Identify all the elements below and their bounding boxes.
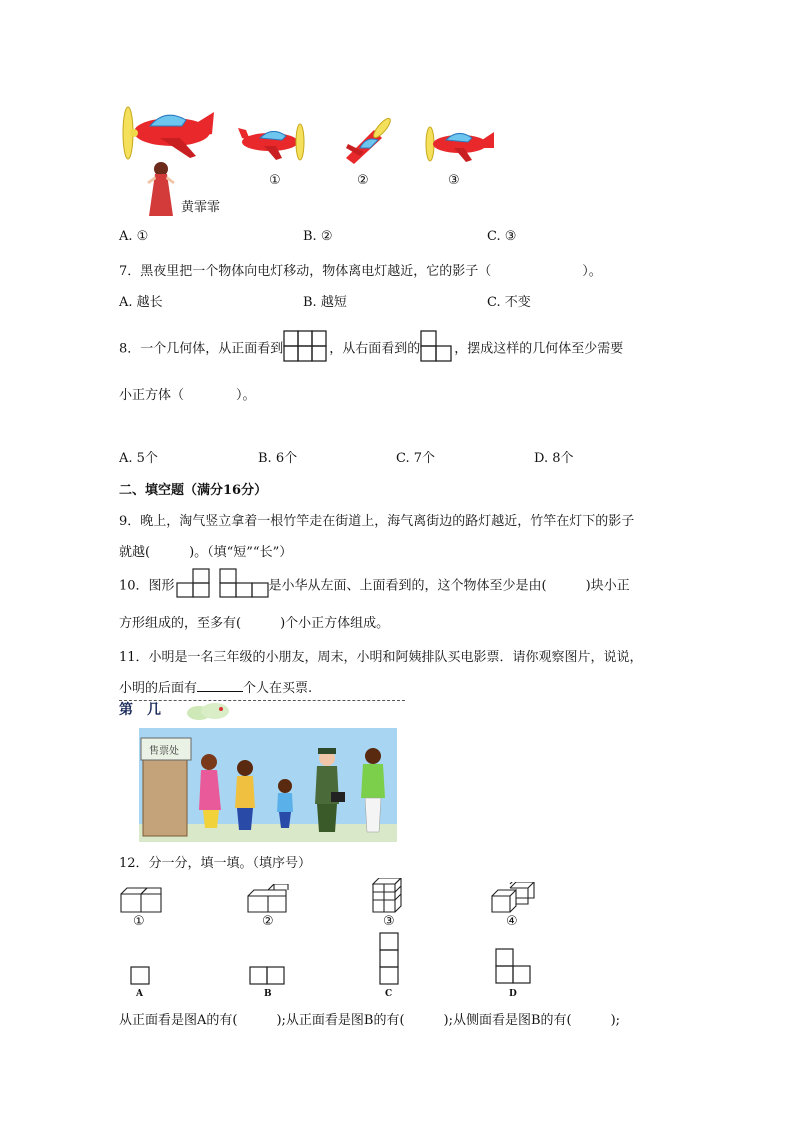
banner-title: 第 几 bbox=[119, 702, 161, 718]
q8-option-d[interactable]: D. 8个 bbox=[534, 451, 574, 466]
q10-top-view-figure bbox=[219, 568, 269, 600]
view-label-d: D bbox=[509, 989, 517, 999]
q8-question-line-1 bbox=[119, 330, 623, 366]
q8-text-front: 8．一个几何体，从正面看到 bbox=[119, 341, 284, 357]
q8-question-line-2: 小正方体（ ）。 bbox=[119, 388, 256, 403]
q7-option-c[interactable]: C. 不变 bbox=[487, 295, 531, 310]
q6-option-b[interactable]: B. ② bbox=[303, 229, 333, 244]
solid-label-1: ① bbox=[133, 914, 145, 929]
section-2-title: 二、填空题（满分16分） bbox=[119, 483, 268, 498]
q11-text-before-blank: 小明的后面有 bbox=[119, 681, 198, 696]
solid-label-2: ② bbox=[262, 914, 274, 929]
q8-text-end: ，摆成这样的几何体至少需要 bbox=[454, 341, 624, 357]
airplane-label-1: ① bbox=[269, 173, 281, 188]
view-figure-c bbox=[379, 932, 401, 986]
airplane-option-3-figure bbox=[424, 124, 496, 168]
q11-answer-blank[interactable] bbox=[197, 679, 243, 692]
q11-banner-header bbox=[119, 697, 405, 721]
view-label-b: B bbox=[264, 989, 272, 999]
q7-question: 7．黑夜里把一个物体向电灯移动，物体离电灯越近，它的影子（ ）。 bbox=[119, 264, 602, 279]
view-figure-b bbox=[249, 966, 287, 986]
solid-figure-1 bbox=[119, 884, 163, 914]
q10-prefix: 10．图形 bbox=[119, 578, 175, 594]
q8-option-b[interactable]: B. 6个 bbox=[258, 451, 298, 466]
q10-line-2: 方形组成的，至多有( )个小正方体组成。 bbox=[119, 616, 390, 631]
view-figure-d bbox=[495, 948, 533, 986]
ticket-queue-illustration bbox=[139, 728, 397, 842]
view-figure-a bbox=[130, 966, 152, 986]
airplane-label-3: ③ bbox=[448, 173, 460, 188]
q8-option-a[interactable]: A. 5个 bbox=[119, 451, 158, 466]
solid-figure-4 bbox=[490, 882, 536, 914]
booth-sign: 售票处 bbox=[149, 746, 179, 757]
airplane-label-2: ② bbox=[357, 173, 369, 188]
view-label-a: A bbox=[136, 989, 143, 999]
q12-title: 12．分一分，填一填。（填序号） bbox=[119, 856, 312, 871]
airplane-option-1-figure bbox=[236, 120, 308, 164]
q9-line-2: 就越( )。（填“短”“长”） bbox=[119, 545, 293, 560]
q10-left-view-figure bbox=[175, 568, 211, 600]
q8-front-view-figure bbox=[283, 330, 329, 364]
solid-figure-3 bbox=[371, 878, 405, 914]
q11-line-1: 11．小明是一名三年级的小朋友，周末，小明和阿姨排队买电影票．请你观察图片，说说， bbox=[119, 650, 643, 665]
q11-line-2 bbox=[119, 677, 312, 696]
q11-text-after-blank: 个人在买票. bbox=[243, 681, 313, 696]
solid-figure-2 bbox=[246, 884, 290, 914]
girl-name-label: 黄霏霏 bbox=[181, 200, 221, 215]
girl-figure bbox=[143, 160, 179, 216]
solid-label-3: ③ bbox=[383, 914, 395, 929]
airplane-option-2-figure bbox=[338, 114, 392, 168]
q6-option-c[interactable]: C. ③ bbox=[487, 229, 517, 244]
q10-suffix: 是小华从左面、上面看到的，这个物体至少是由( )块小正 bbox=[268, 578, 630, 594]
q12-answer-line: 从正面看是图A的有( );从正面看是图B的有( );从侧面看是图B的有( ); bbox=[119, 1013, 621, 1028]
q10-line-1 bbox=[119, 568, 630, 602]
q8-text-right: ，从右面看到的 bbox=[329, 341, 421, 357]
solid-label-4: ④ bbox=[506, 914, 518, 929]
cloud-icon bbox=[185, 701, 233, 721]
q7-option-a[interactable]: A. 越长 bbox=[119, 295, 163, 310]
q6-option-a[interactable]: A. ① bbox=[119, 229, 149, 244]
q9-line-1: 9．晚上，淘气竖立拿着一根竹竿走在街道上，海气离街边的路灯越近，竹竿在灯下的影子 bbox=[119, 514, 635, 529]
q7-option-b[interactable]: B. 越短 bbox=[303, 295, 347, 310]
q8-option-c[interactable]: C. 7个 bbox=[396, 451, 436, 466]
q8-right-view-figure bbox=[420, 330, 454, 364]
view-label-c: C bbox=[385, 989, 393, 999]
dashed-rule bbox=[119, 700, 405, 701]
